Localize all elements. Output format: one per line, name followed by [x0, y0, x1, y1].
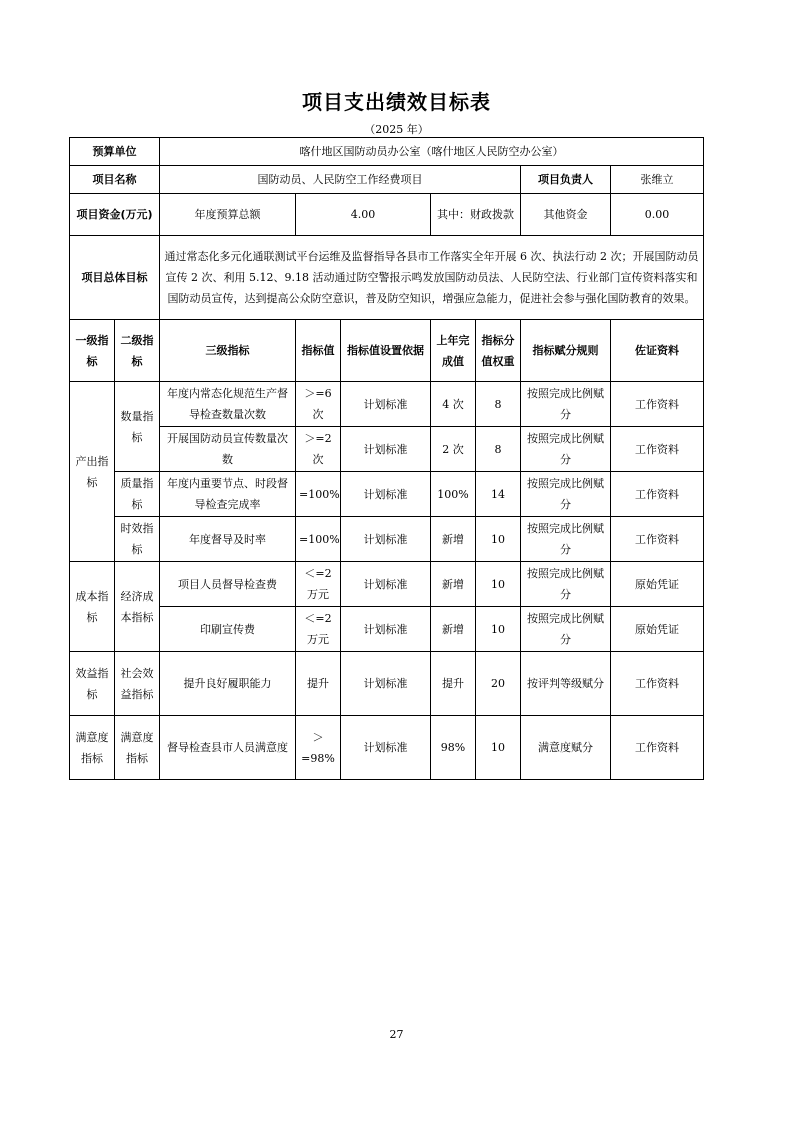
row-rule: 按照完成比例赋分 — [521, 427, 611, 472]
project-funds-row — [70, 194, 704, 236]
row-value: ＜=2万元 — [296, 562, 341, 607]
col-last-year-header: 上年完成值 — [431, 320, 476, 382]
row-weight: 8 — [476, 427, 521, 472]
overall-goal-label: 项目总体目标 — [70, 236, 160, 320]
overall-goal-text: 通过常态化多元化通联测试平台运维及监督指导各县市工作落实全年开展 6 次、执法行动 2 次；开展国防动员宣传 2 次、利用 5.12、9.18 活动通过防空警报示鸣发放国防动员法、人民防空法、行业部门宣传资料落实和国防动员宣传，达到提高公众防空意识，普及防空知识，增强应急能力，促进社会参与强化国防教育的效果。 — [160, 236, 704, 320]
budget-unit-label: 预算单位 — [70, 138, 160, 166]
row-evidence: 工作资料 — [611, 382, 704, 427]
row-basis: 计划标准 — [341, 716, 431, 780]
page-title: 项目支出绩效目标表 — [302, 90, 491, 114]
row-value: =100% — [296, 517, 341, 562]
other-funds-label: 其他资金 — [521, 194, 611, 236]
row-rule: 满意度赋分 — [521, 716, 611, 780]
group-benefit: 效益指标 — [70, 652, 115, 716]
row-rule: 按照完成比例赋分 — [521, 382, 611, 427]
row-l3: 项目人员督导检查费 — [160, 562, 296, 607]
row-weight: 20 — [476, 652, 521, 716]
table-row — [70, 472, 704, 517]
row-l3: 督导检查县市人员满意度 — [160, 716, 296, 780]
page-number: 27 — [389, 1028, 404, 1041]
row-weight: 14 — [476, 472, 521, 517]
row-weight: 10 — [476, 562, 521, 607]
row-last: 2 次 — [431, 427, 476, 472]
project-funds-label: 项目资金(万元) — [70, 194, 160, 236]
row-value: ＞=6次 — [296, 382, 341, 427]
annual-total-value: 4.00 — [296, 194, 431, 236]
row-rule: 按照完成比例赋分 — [521, 562, 611, 607]
row-value: ＞=98% — [296, 716, 341, 780]
group-output: 产出指标 — [70, 382, 115, 562]
row-evidence: 工作资料 — [611, 517, 704, 562]
row-rule: 按评判等级赋分 — [521, 652, 611, 716]
project-name-label: 项目名称 — [70, 166, 160, 194]
row-l3: 印刷宣传费 — [160, 607, 296, 652]
group-economic-cost: 经济成本指标 — [115, 562, 160, 652]
project-leader-value: 张维立 — [611, 166, 704, 194]
row-evidence: 工作资料 — [611, 472, 704, 517]
row-last: 新增 — [431, 607, 476, 652]
row-weight: 8 — [476, 382, 521, 427]
row-l3: 年度督导及时率 — [160, 517, 296, 562]
row-last: 新增 — [431, 517, 476, 562]
performance-table — [69, 137, 704, 780]
row-basis: 计划标准 — [341, 607, 431, 652]
indicator-header-row — [70, 320, 704, 382]
table-row — [70, 652, 704, 716]
project-name-value: 国防动员、人民防空工作经费项目 — [160, 166, 521, 194]
row-l3: 年度内重要节点、时段督导检查完成率 — [160, 472, 296, 517]
group-cost: 成本指标 — [70, 562, 115, 652]
row-basis: 计划标准 — [341, 382, 431, 427]
project-leader-label: 项目负责人 — [521, 166, 611, 194]
annual-total-label: 年度预算总额 — [160, 194, 296, 236]
row-last: 提升 — [431, 652, 476, 716]
row-l3: 年度内常态化规范生产督导检查数量次数 — [160, 382, 296, 427]
row-evidence: 原始凭证 — [611, 562, 704, 607]
table-row — [70, 382, 704, 427]
row-evidence: 工作资料 — [611, 716, 704, 780]
row-l3: 开展国防动员宣传数量次数 — [160, 427, 296, 472]
table-row — [70, 427, 704, 472]
col-level3-header: 三级指标 — [160, 320, 296, 382]
row-weight: 10 — [476, 607, 521, 652]
table-row — [70, 607, 704, 652]
row-weight: 10 — [476, 517, 521, 562]
col-level2-header: 二级指标 — [115, 320, 160, 382]
budget-unit-value: 喀什地区国防动员办公室（喀什地区人民防空办公室） — [160, 138, 704, 166]
row-basis: 计划标准 — [341, 562, 431, 607]
row-value: ＞=2次 — [296, 427, 341, 472]
group-timeliness: 时效指标 — [115, 517, 160, 562]
group-satisfaction: 满意度指标 — [70, 716, 115, 780]
project-name-row — [70, 166, 704, 194]
col-level1-header: 一级指标 — [70, 320, 115, 382]
col-basis-header: 指标值设置依据 — [341, 320, 431, 382]
group-quality: 质量指标 — [115, 472, 160, 517]
row-last: 新增 — [431, 562, 476, 607]
row-value: 提升 — [296, 652, 341, 716]
col-rule-header: 指标赋分规则 — [521, 320, 611, 382]
row-rule: 按照完成比例赋分 — [521, 517, 611, 562]
row-basis: 计划标准 — [341, 652, 431, 716]
row-last: 4 次 — [431, 382, 476, 427]
row-rule: 按照完成比例赋分 — [521, 472, 611, 517]
row-last: 100% — [431, 472, 476, 517]
row-basis: 计划标准 — [341, 517, 431, 562]
fiscal-label: 其中：财政拨款 — [431, 194, 521, 236]
other-funds-value: 0.00 — [611, 194, 704, 236]
overall-goal-row — [70, 236, 704, 320]
row-evidence: 工作资料 — [611, 427, 704, 472]
row-weight: 10 — [476, 716, 521, 780]
table-row — [70, 517, 704, 562]
row-value: ＜=2万元 — [296, 607, 341, 652]
row-basis: 计划标准 — [341, 472, 431, 517]
row-evidence: 原始凭证 — [611, 607, 704, 652]
year-label: （2025 年） — [364, 123, 429, 136]
table-row — [70, 562, 704, 607]
row-l3: 提升良好履职能力 — [160, 652, 296, 716]
col-evidence-header: 佐证资料 — [611, 320, 704, 382]
group-quantity: 数量指标 — [115, 382, 160, 472]
row-basis: 计划标准 — [341, 427, 431, 472]
group-social-benefit: 社会效益指标 — [115, 652, 160, 716]
col-weight-header: 指标分值权重 — [476, 320, 521, 382]
col-value-header: 指标值 — [296, 320, 341, 382]
row-last: 98% — [431, 716, 476, 780]
row-value: =100% — [296, 472, 341, 517]
row-rule: 按照完成比例赋分 — [521, 607, 611, 652]
table-row — [70, 716, 704, 780]
row-evidence: 工作资料 — [611, 652, 704, 716]
group-satisfaction-sub: 满意度指标 — [115, 716, 160, 780]
budget-unit-row — [70, 138, 704, 166]
